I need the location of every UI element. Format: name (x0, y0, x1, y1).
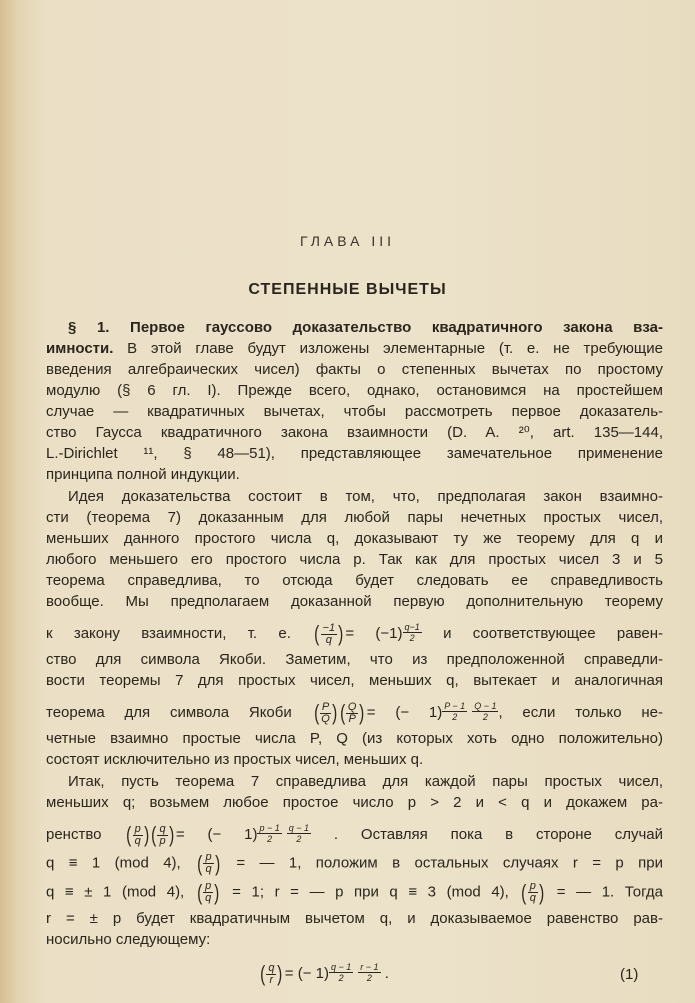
text-line: ство для символа Якоби. Заметим, что из предположенной справедли- (46, 651, 663, 668)
exponent (442, 701, 498, 722)
text-line: Итак, пусть теорема 7 справедлива для каждой пары простых чисел, (68, 773, 663, 790)
text-span: q ≡ ± 1 (mod 4), (46, 883, 185, 901)
numerator: P − 1 (444, 701, 466, 711)
denominator: P (348, 712, 356, 725)
denominator: p (159, 834, 166, 847)
chapter-title: СТЕПЕННЫЕ ВЫЧЕТЫ (248, 281, 447, 298)
denominator: r (269, 973, 274, 986)
text-line: вости теоремы 7 для простых чисел, меньших q, вытекает и аналогичная (46, 672, 663, 689)
numerator: r − 1 (360, 962, 379, 972)
text-line: модулю (§ 6 гл. I). Прежде всего, однако, остановимся на простейшем (46, 382, 663, 399)
jacobi-symbol: ( $\frac{P}{Q}$ ) ( $\frac{Q}{P}$ ) (313, 700, 365, 726)
math-text: = (− 1) (284, 965, 329, 982)
math-line (46, 881, 663, 904)
text-line: Идея доказательства состоит в том, что, предполагая закон взаимно- (68, 488, 663, 505)
numerator: q (268, 961, 275, 974)
numerator: −1 (322, 621, 336, 634)
text-span: теорема для символа Якоби (46, 704, 292, 721)
exponent (329, 962, 381, 983)
numerator: q − 1 (330, 962, 352, 972)
text-line: принципа полной индукции. (46, 466, 240, 483)
math-text: = (−1) (345, 625, 403, 642)
text-line: ство Гаусса квадратичного закона взаимности (D. A. ²⁰, art. 135—144, (46, 424, 663, 441)
chapter-label: ГЛАВА III (299, 233, 396, 249)
denominator: 2 (267, 834, 273, 844)
text-line: сти (теорема 7) доказанным для любой пары нечетных простых чисел, (46, 509, 663, 526)
math-text: = (− 1) (366, 704, 443, 721)
legendre-symbol: ( $\frac{-1}{q}$ ) (314, 621, 344, 647)
legendre-product: ( $\frac{p}{q}$ ) ( $\frac{q}{p}$ ) (126, 822, 174, 848)
denominator: q (134, 834, 141, 847)
text-line: носильно следующему: (46, 931, 211, 948)
numerator: q−1 (404, 622, 420, 632)
denominator: q (205, 892, 212, 904)
text-line: меньших q; возьмем любое простое число p > 2 и < q и докажем ра- (46, 794, 663, 811)
formula-1 (0, 962, 695, 1002)
denominator: 2 (482, 712, 488, 722)
numerator: p − 1 (259, 823, 280, 833)
denominator: 2 (366, 973, 372, 983)
exponent (257, 823, 311, 844)
text-line: r = ± p будет квадратичным вычетом q, и доказываемое равенство рав- (46, 910, 663, 927)
denominator: q (529, 892, 536, 904)
math-line (46, 852, 663, 875)
math-line (46, 701, 663, 725)
legendre-symbol: ( $\frac{p}{q}$ ) (521, 879, 545, 905)
denominator: 2 (338, 973, 344, 983)
section-heading-end: имности. (46, 340, 114, 357)
denominator: 2 (452, 712, 458, 722)
numerator: Q (347, 700, 357, 713)
text-span: , если только не- (498, 704, 663, 721)
math-text: = (− 1) (175, 826, 258, 843)
numerator: P (321, 700, 330, 713)
text-line: введения алгебраических чисел) факты о степенных вычетах по простому (46, 361, 663, 378)
text-span: = 1; r = — p при q ≡ 3 (mod 4), (232, 883, 509, 901)
text-line: любого меньшего его простого числа p. Так как для простых чисел 3 и 5 (46, 551, 663, 568)
text-span: . Оставляя пока в стороне случай (333, 826, 664, 843)
math-line (46, 823, 663, 847)
legendre-symbol: ( $\frac{p}{q}$ ) (196, 879, 220, 905)
text-line: вообще. Мы предполагаем доказанной первую дополнительную теорему (46, 593, 663, 610)
text-line: теорема справедлива, то отсюда будет следовать ее справедливость (46, 572, 663, 589)
numerator: p (134, 822, 141, 835)
formula-body (258, 962, 389, 986)
math-text: . (384, 965, 389, 982)
numerator: Q − 1 (474, 701, 497, 711)
text-span: = — 1, положим в остальных случаях r = p при (236, 854, 663, 872)
equation-number: (1) (620, 966, 639, 983)
denominator: q (325, 633, 332, 646)
math-line (46, 622, 663, 646)
exponent (403, 622, 422, 643)
text-line: состоят исключительно из простых чисел, меньших q. (46, 751, 424, 768)
numerator: q − 1 (288, 823, 310, 833)
text-line: четные взаимно простые числа P, Q (из которых хоть одно положительно) (46, 730, 663, 747)
numerator: q (159, 822, 166, 835)
denominator: 2 (296, 834, 302, 844)
numerator: p (205, 851, 212, 863)
numerator: p (529, 880, 536, 892)
section-heading: § 1. Первое гауссово доказательство квадратичного закона вза- (68, 319, 663, 336)
numerator: p (205, 880, 212, 892)
legendre-symbol: ( $\frac{p}{q}$ ) (197, 850, 220, 876)
text-span: = — 1. Тогда (556, 883, 664, 901)
text-line: L.-Dirichlet ¹¹, § 48—51), представляющее замечательное применение (46, 445, 663, 462)
denominator: 2 (409, 633, 415, 643)
text-line: меньших данного простого числа q, доказывают ту же теорему для q и (46, 530, 663, 547)
text-line (46, 340, 663, 358)
text-span: к закону взаимности, т. е. (46, 625, 291, 642)
text-span: и соответствующее равен- (443, 625, 663, 642)
denominator: q (205, 863, 212, 875)
text-line: случае — квадратичных вычетах, чтобы рассмотреть первое доказатель- (46, 403, 663, 420)
text-span: q ≡ 1 (mod 4), (46, 854, 181, 872)
text-span: ренство (46, 826, 102, 843)
denominator: Q (321, 712, 330, 725)
legendre-symbol: ( $\frac{q}{r}$ ) (260, 961, 283, 987)
text-span: В этой главе будут изложены элементарные (т. е. не требующие (113, 340, 663, 357)
